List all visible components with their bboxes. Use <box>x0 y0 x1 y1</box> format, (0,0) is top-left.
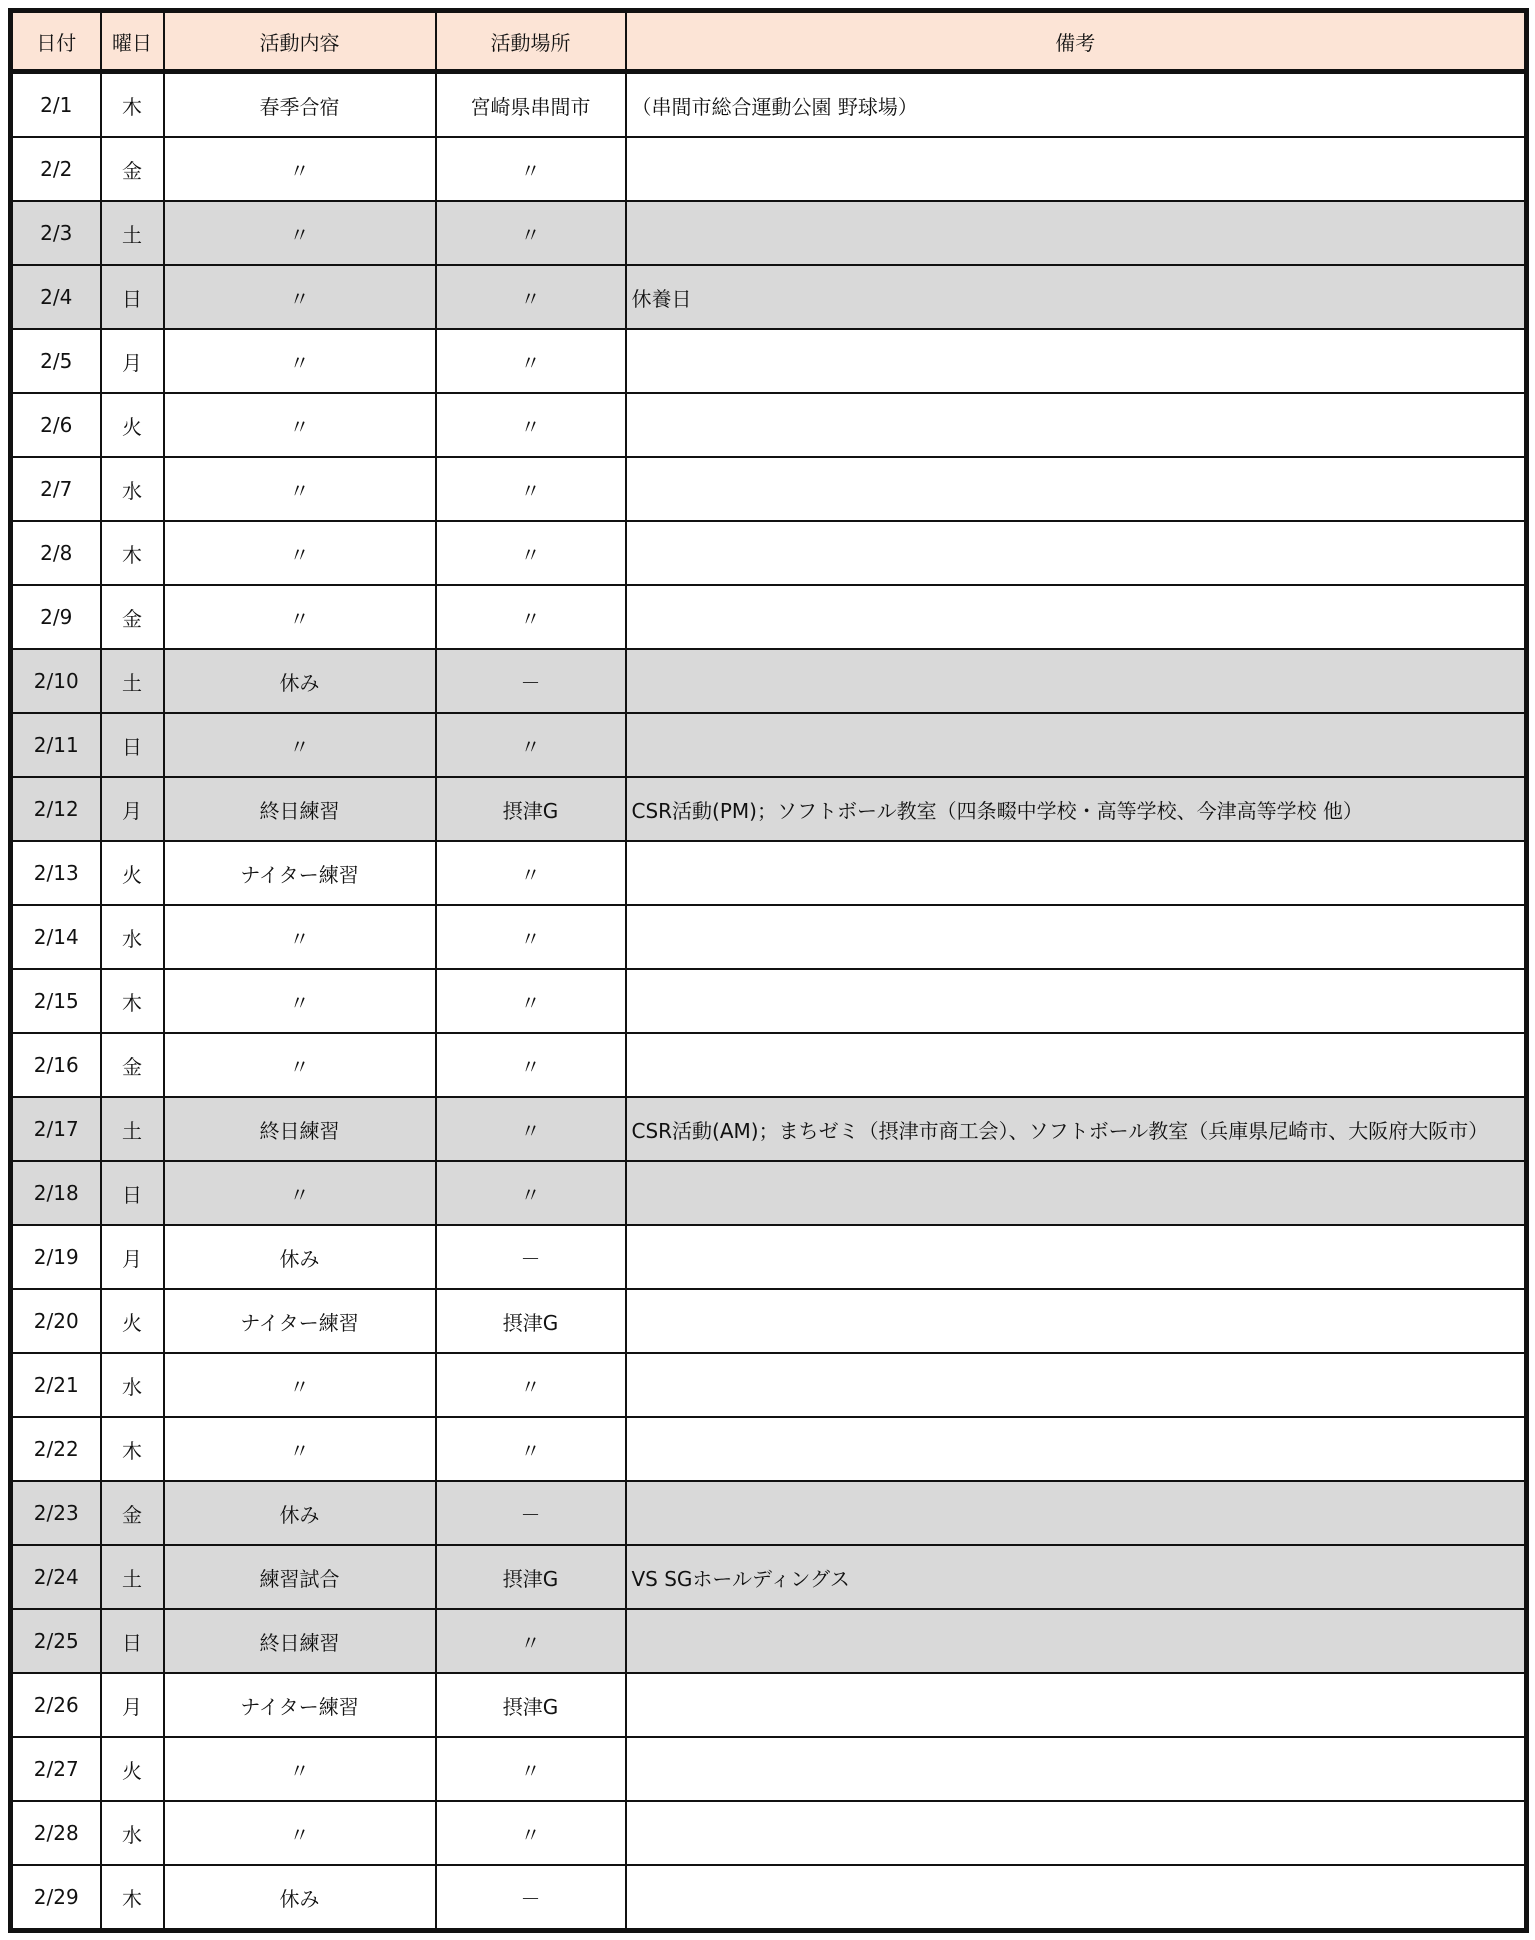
cell-day-of-week: 火 <box>101 1737 164 1801</box>
table-row <box>11 1673 1527 1737</box>
cell-activity: ナイター練習 <box>164 1673 436 1737</box>
cell-date: 2/14 <box>11 905 101 969</box>
cell-date: 2/27 <box>11 1737 101 1801</box>
cell-activity: 〃 <box>164 905 436 969</box>
cell-note <box>626 1033 1527 1097</box>
schedule-table <box>8 8 1529 1933</box>
table-row <box>11 1033 1527 1097</box>
cell-date: 2/20 <box>11 1289 101 1353</box>
header-activity: 活動内容 <box>164 11 436 72</box>
schedule-sheet <box>8 8 1524 1933</box>
cell-activity: 〃 <box>164 585 436 649</box>
cell-activity: 〃 <box>164 713 436 777</box>
cell-date: 2/23 <box>11 1481 101 1545</box>
cell-note <box>626 841 1527 905</box>
table-row <box>11 777 1527 841</box>
cell-note <box>626 137 1527 201</box>
cell-activity: 〃 <box>164 137 436 201</box>
table-row <box>11 1289 1527 1353</box>
cell-place: － <box>436 649 626 713</box>
table-row <box>11 905 1527 969</box>
table-row <box>11 1225 1527 1289</box>
cell-place: 〃 <box>436 1609 626 1673</box>
cell-date: 2/19 <box>11 1225 101 1289</box>
cell-activity: 休み <box>164 1225 436 1289</box>
cell-note: CSR活動(PM)；ソフトボール教室（四条畷中学校・高等学校、今津高等学校 他） <box>626 777 1527 841</box>
cell-place: 〃 <box>436 137 626 201</box>
table-row <box>11 1481 1527 1545</box>
cell-note <box>626 905 1527 969</box>
cell-note: CSR活動(AM)；まちゼミ（摂津市商工会）、ソフトボール教室（兵庫県尼崎市、大阪府大阪市） <box>626 1097 1527 1161</box>
table-row <box>11 649 1527 713</box>
cell-activity: 終日練習 <box>164 777 436 841</box>
cell-activity: 〃 <box>164 1161 436 1225</box>
table-row <box>11 585 1527 649</box>
cell-place: 〃 <box>436 1097 626 1161</box>
cell-day-of-week: 金 <box>101 1033 164 1097</box>
cell-day-of-week: 日 <box>101 1609 164 1673</box>
table-row <box>11 1737 1527 1801</box>
cell-activity: 〃 <box>164 521 436 585</box>
cell-place: 摂津G <box>436 1289 626 1353</box>
cell-activity: 休み <box>164 649 436 713</box>
cell-date: 2/29 <box>11 1865 101 1931</box>
cell-place: 〃 <box>436 905 626 969</box>
cell-place: － <box>436 1865 626 1931</box>
cell-date: 2/12 <box>11 777 101 841</box>
cell-day-of-week: 土 <box>101 1097 164 1161</box>
cell-place: 〃 <box>436 585 626 649</box>
cell-date: 2/9 <box>11 585 101 649</box>
table-row <box>11 72 1527 138</box>
cell-place: 摂津G <box>436 777 626 841</box>
cell-day-of-week: 日 <box>101 713 164 777</box>
header-date: 日付 <box>11 11 101 72</box>
table-row <box>11 201 1527 265</box>
cell-note <box>626 585 1527 649</box>
cell-activity: 休み <box>164 1481 436 1545</box>
cell-place: 〃 <box>436 1417 626 1481</box>
cell-date: 2/5 <box>11 329 101 393</box>
cell-activity: 〃 <box>164 1801 436 1865</box>
cell-note <box>626 521 1527 585</box>
cell-date: 2/15 <box>11 969 101 1033</box>
cell-day-of-week: 水 <box>101 905 164 969</box>
cell-place: 宮崎県串間市 <box>436 72 626 138</box>
cell-day-of-week: 火 <box>101 393 164 457</box>
header-note: 備考 <box>626 11 1527 72</box>
table-row <box>11 1161 1527 1225</box>
cell-activity: 練習試合 <box>164 1545 436 1609</box>
cell-note <box>626 329 1527 393</box>
cell-place: 〃 <box>436 393 626 457</box>
cell-place: 〃 <box>436 1033 626 1097</box>
cell-day-of-week: 水 <box>101 1353 164 1417</box>
cell-date: 2/10 <box>11 649 101 713</box>
cell-activity: ナイター練習 <box>164 841 436 905</box>
table-row <box>11 841 1527 905</box>
table-row <box>11 1417 1527 1481</box>
cell-place: 〃 <box>436 457 626 521</box>
cell-place: 〃 <box>436 1801 626 1865</box>
cell-activity: ナイター練習 <box>164 1289 436 1353</box>
cell-day-of-week: 月 <box>101 329 164 393</box>
schedule-body <box>11 72 1527 1931</box>
cell-date: 2/6 <box>11 393 101 457</box>
cell-date: 2/7 <box>11 457 101 521</box>
cell-date: 2/13 <box>11 841 101 905</box>
cell-note <box>626 1289 1527 1353</box>
cell-date: 2/22 <box>11 1417 101 1481</box>
table-row <box>11 329 1527 393</box>
cell-place: 〃 <box>436 1161 626 1225</box>
cell-date: 2/25 <box>11 1609 101 1673</box>
cell-date: 2/28 <box>11 1801 101 1865</box>
cell-note <box>626 1417 1527 1481</box>
cell-day-of-week: 金 <box>101 585 164 649</box>
cell-place: 〃 <box>436 1737 626 1801</box>
cell-date: 2/16 <box>11 1033 101 1097</box>
cell-day-of-week: 木 <box>101 1865 164 1931</box>
cell-day-of-week: 土 <box>101 649 164 713</box>
cell-day-of-week: 木 <box>101 521 164 585</box>
header-row <box>11 11 1527 72</box>
cell-place: 〃 <box>436 265 626 329</box>
table-row <box>11 713 1527 777</box>
cell-day-of-week: 月 <box>101 1225 164 1289</box>
cell-day-of-week: 金 <box>101 1481 164 1545</box>
cell-activity: 〃 <box>164 393 436 457</box>
cell-day-of-week: 月 <box>101 1673 164 1737</box>
table-row <box>11 969 1527 1033</box>
cell-note: （串間市総合運動公園 野球場） <box>626 72 1527 138</box>
cell-note <box>626 1673 1527 1737</box>
cell-note <box>626 1865 1527 1931</box>
cell-day-of-week: 金 <box>101 137 164 201</box>
cell-activity: 〃 <box>164 1033 436 1097</box>
cell-activity: 〃 <box>164 969 436 1033</box>
cell-place: 〃 <box>436 841 626 905</box>
table-row <box>11 1545 1527 1609</box>
cell-day-of-week: 木 <box>101 72 164 138</box>
cell-place: 〃 <box>436 1353 626 1417</box>
cell-activity: 終日練習 <box>164 1097 436 1161</box>
header-place: 活動場所 <box>436 11 626 72</box>
cell-date: 2/21 <box>11 1353 101 1417</box>
cell-activity: 〃 <box>164 329 436 393</box>
cell-day-of-week: 土 <box>101 1545 164 1609</box>
cell-day-of-week: 日 <box>101 1161 164 1225</box>
cell-date: 2/18 <box>11 1161 101 1225</box>
cell-note: 休養日 <box>626 265 1527 329</box>
cell-activity: 〃 <box>164 1737 436 1801</box>
cell-day-of-week: 水 <box>101 1801 164 1865</box>
header-day-of-week: 曜日 <box>101 11 164 72</box>
cell-place: 〃 <box>436 329 626 393</box>
table-row <box>11 457 1527 521</box>
table-row <box>11 1609 1527 1673</box>
cell-place: 〃 <box>436 201 626 265</box>
cell-note <box>626 969 1527 1033</box>
cell-date: 2/11 <box>11 713 101 777</box>
cell-activity: 休み <box>164 1865 436 1931</box>
cell-note <box>626 1225 1527 1289</box>
cell-date: 2/26 <box>11 1673 101 1737</box>
cell-day-of-week: 木 <box>101 1417 164 1481</box>
cell-place: － <box>436 1225 626 1289</box>
cell-activity: 春季合宿 <box>164 72 436 138</box>
cell-place: 摂津G <box>436 1673 626 1737</box>
cell-note <box>626 1353 1527 1417</box>
cell-note <box>626 1609 1527 1673</box>
table-row <box>11 393 1527 457</box>
cell-activity: 〃 <box>164 265 436 329</box>
table-row <box>11 1801 1527 1865</box>
cell-note <box>626 713 1527 777</box>
cell-day-of-week: 土 <box>101 201 164 265</box>
cell-day-of-week: 水 <box>101 457 164 521</box>
cell-day-of-week: 火 <box>101 1289 164 1353</box>
cell-day-of-week: 月 <box>101 777 164 841</box>
cell-place: 〃 <box>436 969 626 1033</box>
cell-note <box>626 457 1527 521</box>
cell-activity: 終日練習 <box>164 1609 436 1673</box>
table-row <box>11 265 1527 329</box>
cell-date: 2/3 <box>11 201 101 265</box>
table-row <box>11 1865 1527 1931</box>
cell-place: 〃 <box>436 521 626 585</box>
cell-note <box>626 1481 1527 1545</box>
cell-note: VS SGホールディングス <box>626 1545 1527 1609</box>
cell-date: 2/17 <box>11 1097 101 1161</box>
cell-date: 2/2 <box>11 137 101 201</box>
cell-activity: 〃 <box>164 1417 436 1481</box>
table-row <box>11 521 1527 585</box>
cell-day-of-week: 火 <box>101 841 164 905</box>
cell-date: 2/4 <box>11 265 101 329</box>
table-row <box>11 137 1527 201</box>
cell-place: 〃 <box>436 713 626 777</box>
cell-place: 摂津G <box>436 1545 626 1609</box>
cell-date: 2/24 <box>11 1545 101 1609</box>
cell-note <box>626 1737 1527 1801</box>
table-row <box>11 1097 1527 1161</box>
cell-place: － <box>436 1481 626 1545</box>
cell-note <box>626 393 1527 457</box>
cell-activity: 〃 <box>164 1353 436 1417</box>
cell-activity: 〃 <box>164 457 436 521</box>
cell-note <box>626 649 1527 713</box>
cell-date: 2/8 <box>11 521 101 585</box>
cell-note <box>626 1801 1527 1865</box>
cell-day-of-week: 木 <box>101 969 164 1033</box>
cell-date: 2/1 <box>11 72 101 138</box>
cell-note <box>626 1161 1527 1225</box>
table-row <box>11 1353 1527 1417</box>
cell-day-of-week: 日 <box>101 265 164 329</box>
cell-activity: 〃 <box>164 201 436 265</box>
cell-note <box>626 201 1527 265</box>
